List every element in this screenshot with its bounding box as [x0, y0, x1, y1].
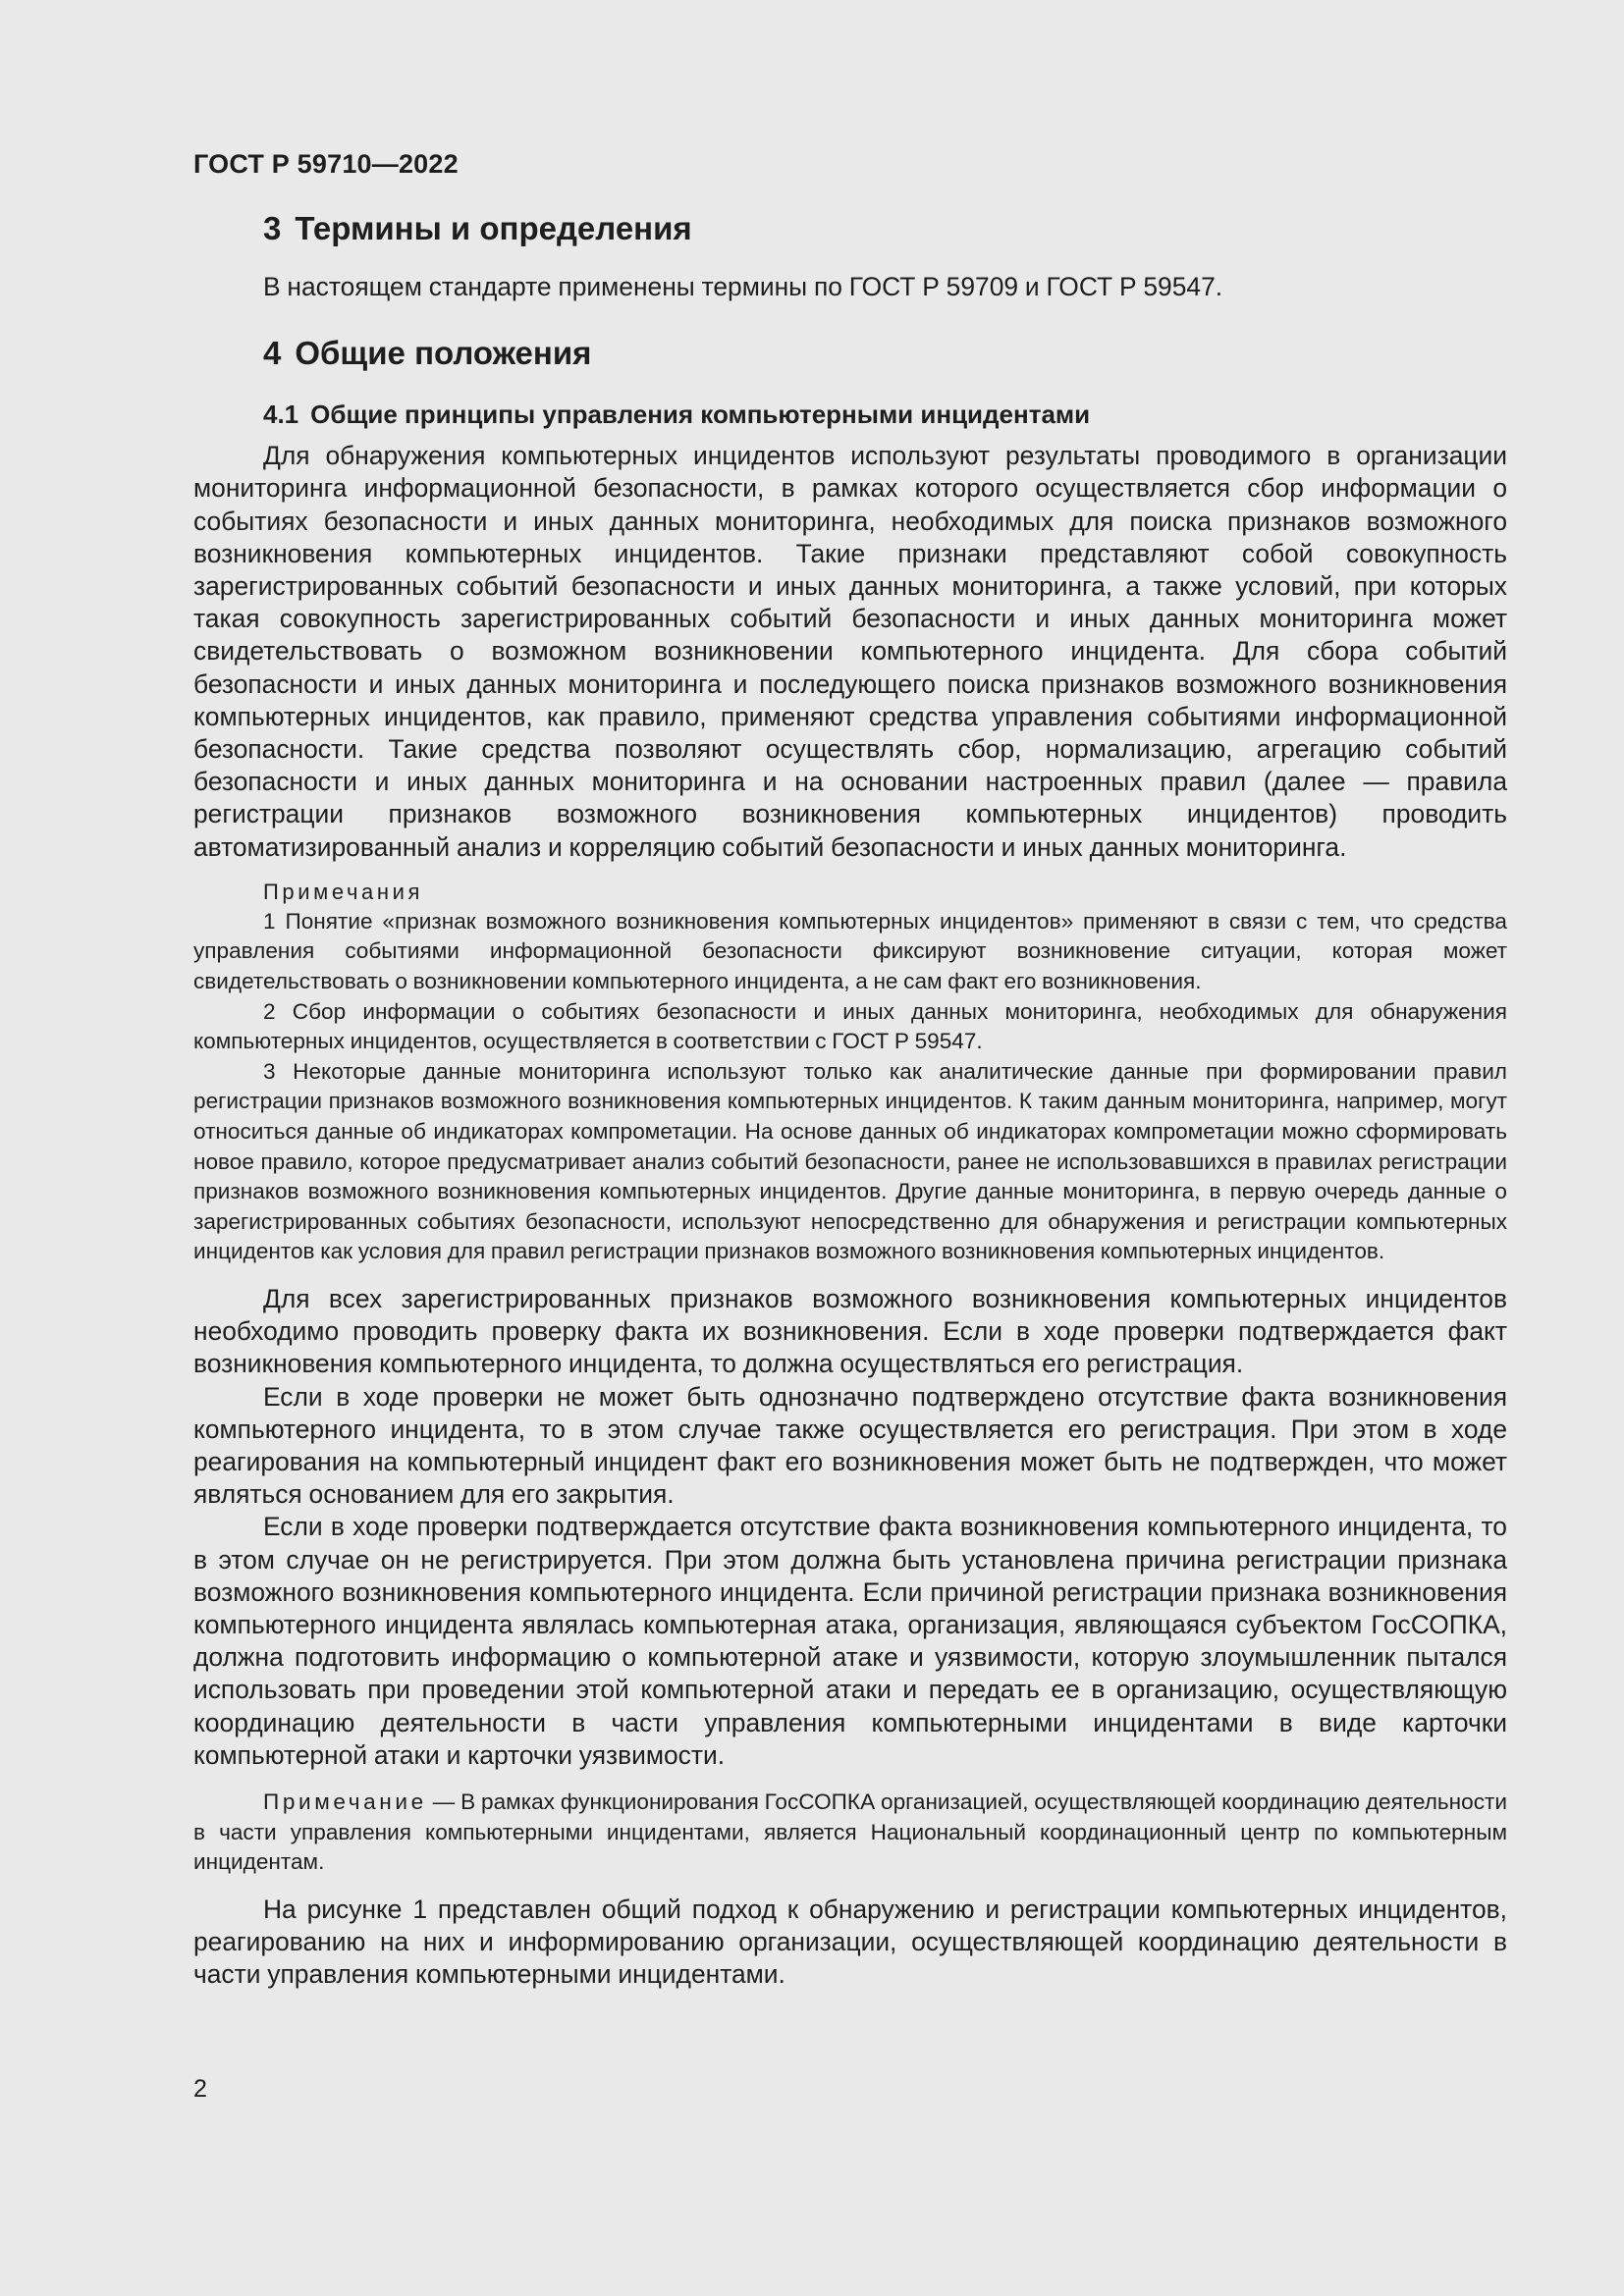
note-3: 3 Некоторые данные мониторинга используют только как аналитические данные при формировании правил регистрации признаков возможного возникновения компьютерных инцидентов. К таким данным мониторинга, например, могут относиться данные об индикаторах компрометации. На основе данных об индикаторах компрометации можно сформировать новое правило, которое предусматривает анализ событий безопасности, ранее не использовавшихся в правилах регистрации признаков возможного возникновения компьютерных инцидентов. Другие данные мониторинга, в первую очередь данные о зарегистрированных событиях безопасности, используют непосредственно для обнаружения и регистрации компьютерных инцидентов как условия для правил регистрации признаков возможного возникновения компьютерных инцидентов.: [193, 1058, 1507, 1264]
notes-title: Примечания: [263, 879, 424, 904]
note-single-label: Примечание: [263, 1789, 427, 1815]
paragraph-4: Если в ходе проверки подтверждается отсутствие факта возникновения компьютерного инцидента, то в этом случае он не регистрируется. При этом должна быть установлена причина регистрации признака возможного возникновения компьютерного инцидента. Если причиной регистрации признака возникновения компьютерного инцидента являлась компьютерная атака, организация, являющаяся субъектом ГосСОПКА, должна подготовить информацию о компьютерной атаке и уязвимости, которую злоумышленник пытался использовать при проведении этой компьютерной атаки и передать ее в организацию, осуществляющую координацию деятельности в части управления компьютерными инцидентами в виде карточки компьютерной атаки и карточки уязвимости.: [193, 1512, 1507, 1770]
subsection-4-1-title: Общие принципы управления компьютерными инцидентами: [310, 400, 1091, 430]
paragraph-3: Если в ходе проверки не может быть однозначно подтверждено отсутствие факта возникновения компьютерного инцидента, то в этом случае также осуществляется его регистрация. При этом в ходе реагирования на компьютерный инцидент факт его возникновения может быть не подтвержден, что может являться основанием для его закрытия.: [193, 1381, 1507, 1510]
subsection-4-1-number: 4.1: [263, 400, 299, 430]
section-3-text: В настоящем стандарте применены термины по ГОСТ Р 59709 и ГОСТ Р 59547.: [263, 272, 1223, 301]
section-4-number: 4: [263, 335, 282, 372]
note-single: [193, 1788, 1507, 1878]
note-2: 2 Сбор информации о событиях безопасности и иных данных мониторинга, необходимых для обнаружения компьютерных инцидентов, осуществляется в соответствии с ГОСТ Р 59547.: [193, 998, 1507, 1054]
section-4-heading: [193, 333, 1507, 374]
paragraph-2: Для всех зарегистрированных признаков возможного возникновения компьютерных инцидентов необходимо проводить проверку факта их возникновения. Если в ходе проверки подтверждается факт возникновения компьютерного инцидента, то должна осуществляться его регистрация.: [193, 1283, 1507, 1379]
paragraph-5: На рисунке 1 представлен общий подход к обнаружению и регистрации компьютерных инцидентов, реагированию на них и информированию организации, осуществляющей координацию деятельности в части управления компьютерными инцидентами.: [193, 1894, 1507, 1990]
page-content: [193, 143, 1507, 1991]
section-3-heading: [193, 208, 1507, 249]
paragraph-1: Для обнаружения компьютерных инцидентов используют результаты проводимого в организации мониторинга информационной безопасности, в рамках которого осуществляется сбор информации о событиях безопасности и иных данных мониторинга, необходимых для поиска признаков возможного возникновения компьютерных инцидентов. Такие признаки представляют собой совокупность зарегистрированных событий безопасности и иных данных мониторинга, а также условий, при которых такая совокупность зарегистрированных событий безопасности и иных данных мониторинга может свидетельствовать о возможном возникновении компьютерного инцидента. Для сбора событий безопасности и иных данных мониторинга и последующего поиска признаков возможного возникновения компьютерных инцидентов, как правило, применяют средства управления событиями информационной безопасности. Такие средства позволяют осуществлять сбор, нормализацию, агрегацию событий безопасности и иных данных мониторинга и на основании настроенных правил (далее — правила регистрации признаков возможного возникновения компьютерных инцидентов) проводить автоматизированный анализ и корреляцию событий безопасности и иных данных мониторинга.: [193, 441, 1507, 862]
section-3-title: Термины и определения: [295, 210, 692, 246]
document-header: ГОСТ Р 59710—2022: [193, 149, 459, 179]
note-1: 1 Понятие «признак возможного возникновения компьютерных инцидентов» применяют в связи с тем, что средства управления событиями информационной безопасности фиксируют возникновение ситуации, которая может свидетельствовать о возникновении компьютерного инцидента, а не сам факт его возникновения.: [193, 908, 1507, 994]
page-number: 2: [193, 2075, 207, 2103]
section-3-number: 3: [263, 210, 282, 246]
subsection-4-1-heading: [193, 396, 1507, 433]
section-4-title: Общие положения: [295, 335, 592, 372]
note-single-text: — В рамках функционирования ГосСОПКА организацией, осуществляющей координацию деятельности в части управления компьютерными инцидентами, является Национальный координационный центр по компьютерным инцидентам.: [193, 1789, 1507, 1875]
